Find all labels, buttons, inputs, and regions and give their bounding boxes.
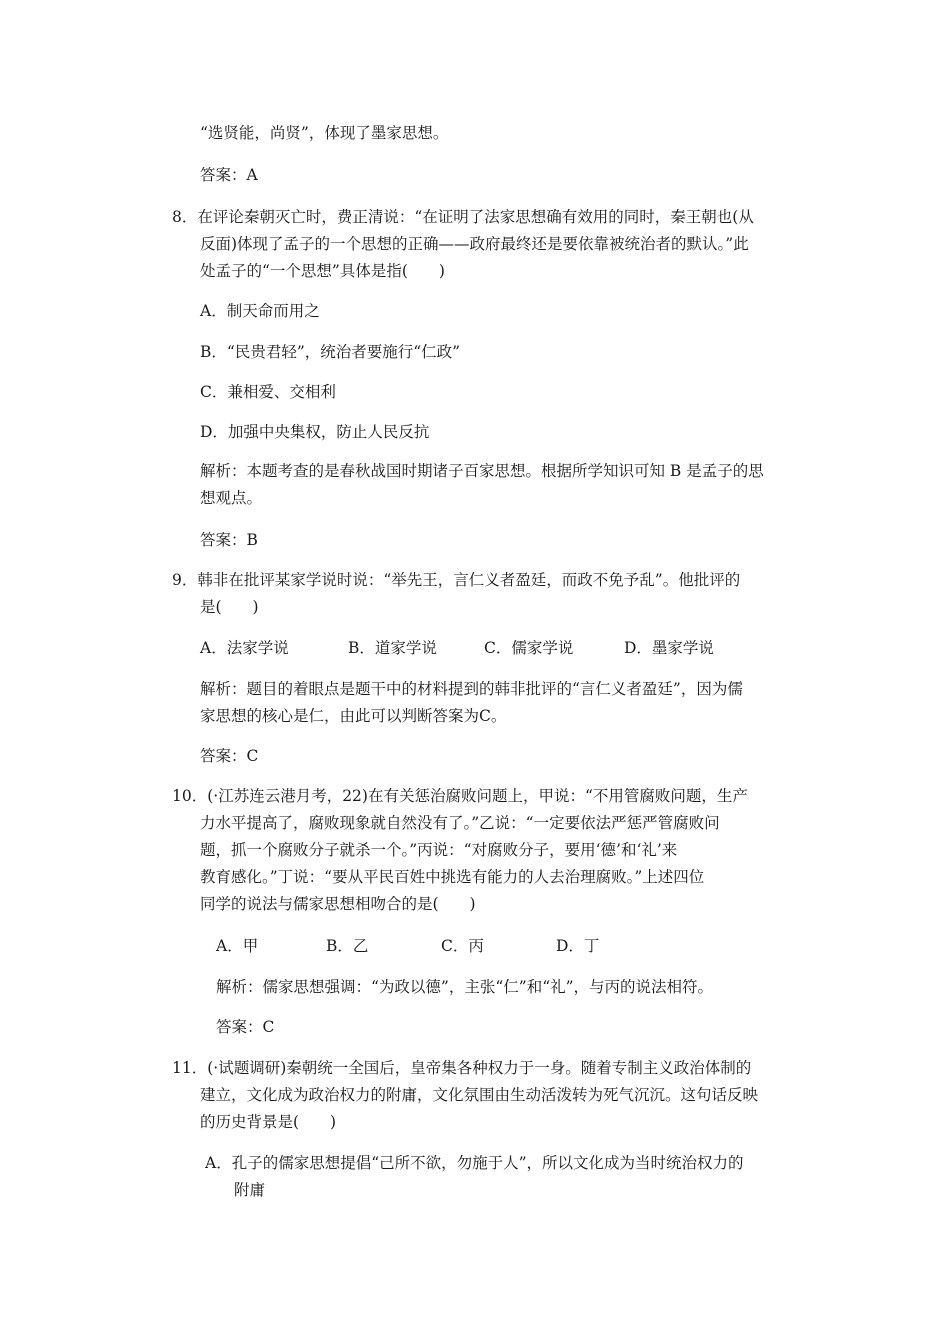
q8-option-c: C．兼相爱、交相利 xyxy=(200,383,336,401)
q10-stem-line-2: 力水平提高了，腐败现象就自然没有了。”乙说：“一定要依法严惩严管腐败问 xyxy=(200,814,720,832)
q10-option-a: A．甲 xyxy=(216,937,259,955)
q8-option-a: A．制天命而用之 xyxy=(200,302,320,320)
q11-stem-line-1: 11．(·试题调研)秦朝统一全国后，皇帝集各种权力于一身。随着专制主义政治体制的 xyxy=(172,1059,752,1077)
q9-option-a: A．法家学说 xyxy=(200,639,289,657)
q10-stem-line-3: 题，抓一个腐败分子就杀一个。”丙说：“对腐败分子，要用‘德’和‘礼’来 xyxy=(200,841,678,859)
q9-option-b: B．道家学说 xyxy=(348,639,437,657)
q10-stem-line-5: 同学的说法与儒家思想相吻合的是( ) xyxy=(200,895,476,913)
q9-option-c: C．儒家学说 xyxy=(484,639,574,657)
q10-stem-line-1: 10．(·江苏连云港月考，22)在有关惩治腐败问题上，甲说：“不用管腐败问题，生产 xyxy=(172,787,748,805)
q8-analysis-line-2: 想观点。 xyxy=(200,489,263,507)
q8-stem-line-2: 反面)体现了孟子的一个思想的正确——政府最终还是要依靠被统治者的默认。”此 xyxy=(200,235,749,253)
prev-answer: 答案：A xyxy=(200,166,258,184)
q9-stem-line-1: 9．韩非在批评某家学说时说：“举先王，言仁义者盈廷，而政不免予乱”。他批评的 xyxy=(172,571,741,589)
prev-question-tail: “选贤能，尚贤”，体现了墨家思想。 xyxy=(200,124,449,142)
q11-option-a-line-1: A．孔子的儒家思想提倡“己所不欲，勿施于人”，所以文化成为当时统治权力的 xyxy=(205,1154,744,1172)
q9-analysis-line-2: 家思想的核心是仁，由此可以判断答案为C。 xyxy=(200,707,507,725)
q10-option-d: D．丁 xyxy=(556,937,600,955)
q8-analysis-line-1: 解析：本题考查的是春秋战国时期诸子百家思想。根据所学知识可知 B 是孟子的思 xyxy=(200,462,764,480)
q9-analysis-line-1: 解析：题目的着眼点是题干中的材料提到的韩非批评的“言仁义者盈廷”，因为儒 xyxy=(200,680,743,698)
q10-option-b: B．乙 xyxy=(326,937,369,955)
q8-option-b: B．“民贵君轻”，统治者要施行“仁政” xyxy=(200,343,461,361)
q10-answer: 答案：C xyxy=(216,1018,275,1036)
q10-option-c: C．丙 xyxy=(441,937,484,955)
q10-analysis: 解析：儒家思想强调：“为政以德”，主张“仁”和“礼”，与丙的说法相符。 xyxy=(216,978,714,996)
q9-answer: 答案：C xyxy=(200,747,259,765)
q11-stem-line-3: 的历史背景是( ) xyxy=(200,1113,337,1131)
q8-option-d: D．加强中央集权，防止人民反抗 xyxy=(200,423,430,441)
q11-stem-line-2: 建立，文化成为政治权力的附庸，文化氛围由生动活泼转为死气沉沉。这句话反映 xyxy=(200,1086,759,1104)
q10-stem-line-4: 教育感化。”丁说：“要从平民百姓中挑选有能力的人去治理腐败。”上述四位 xyxy=(200,868,705,886)
q8-stem-line-3: 处孟子的“一个思想”具体是指( ) xyxy=(200,262,445,280)
q8-answer: 答案：B xyxy=(200,531,258,549)
q11-option-a-line-2: 附庸 xyxy=(234,1181,266,1199)
q9-stem-line-2: 是( ) xyxy=(200,598,259,616)
q9-option-d: D．墨家学说 xyxy=(624,639,714,657)
q8-stem-line-1: 8．在评论秦朝灭亡时，费正清说：“在证明了法家思想确有效用的同时，秦王朝也(从 xyxy=(172,208,754,226)
